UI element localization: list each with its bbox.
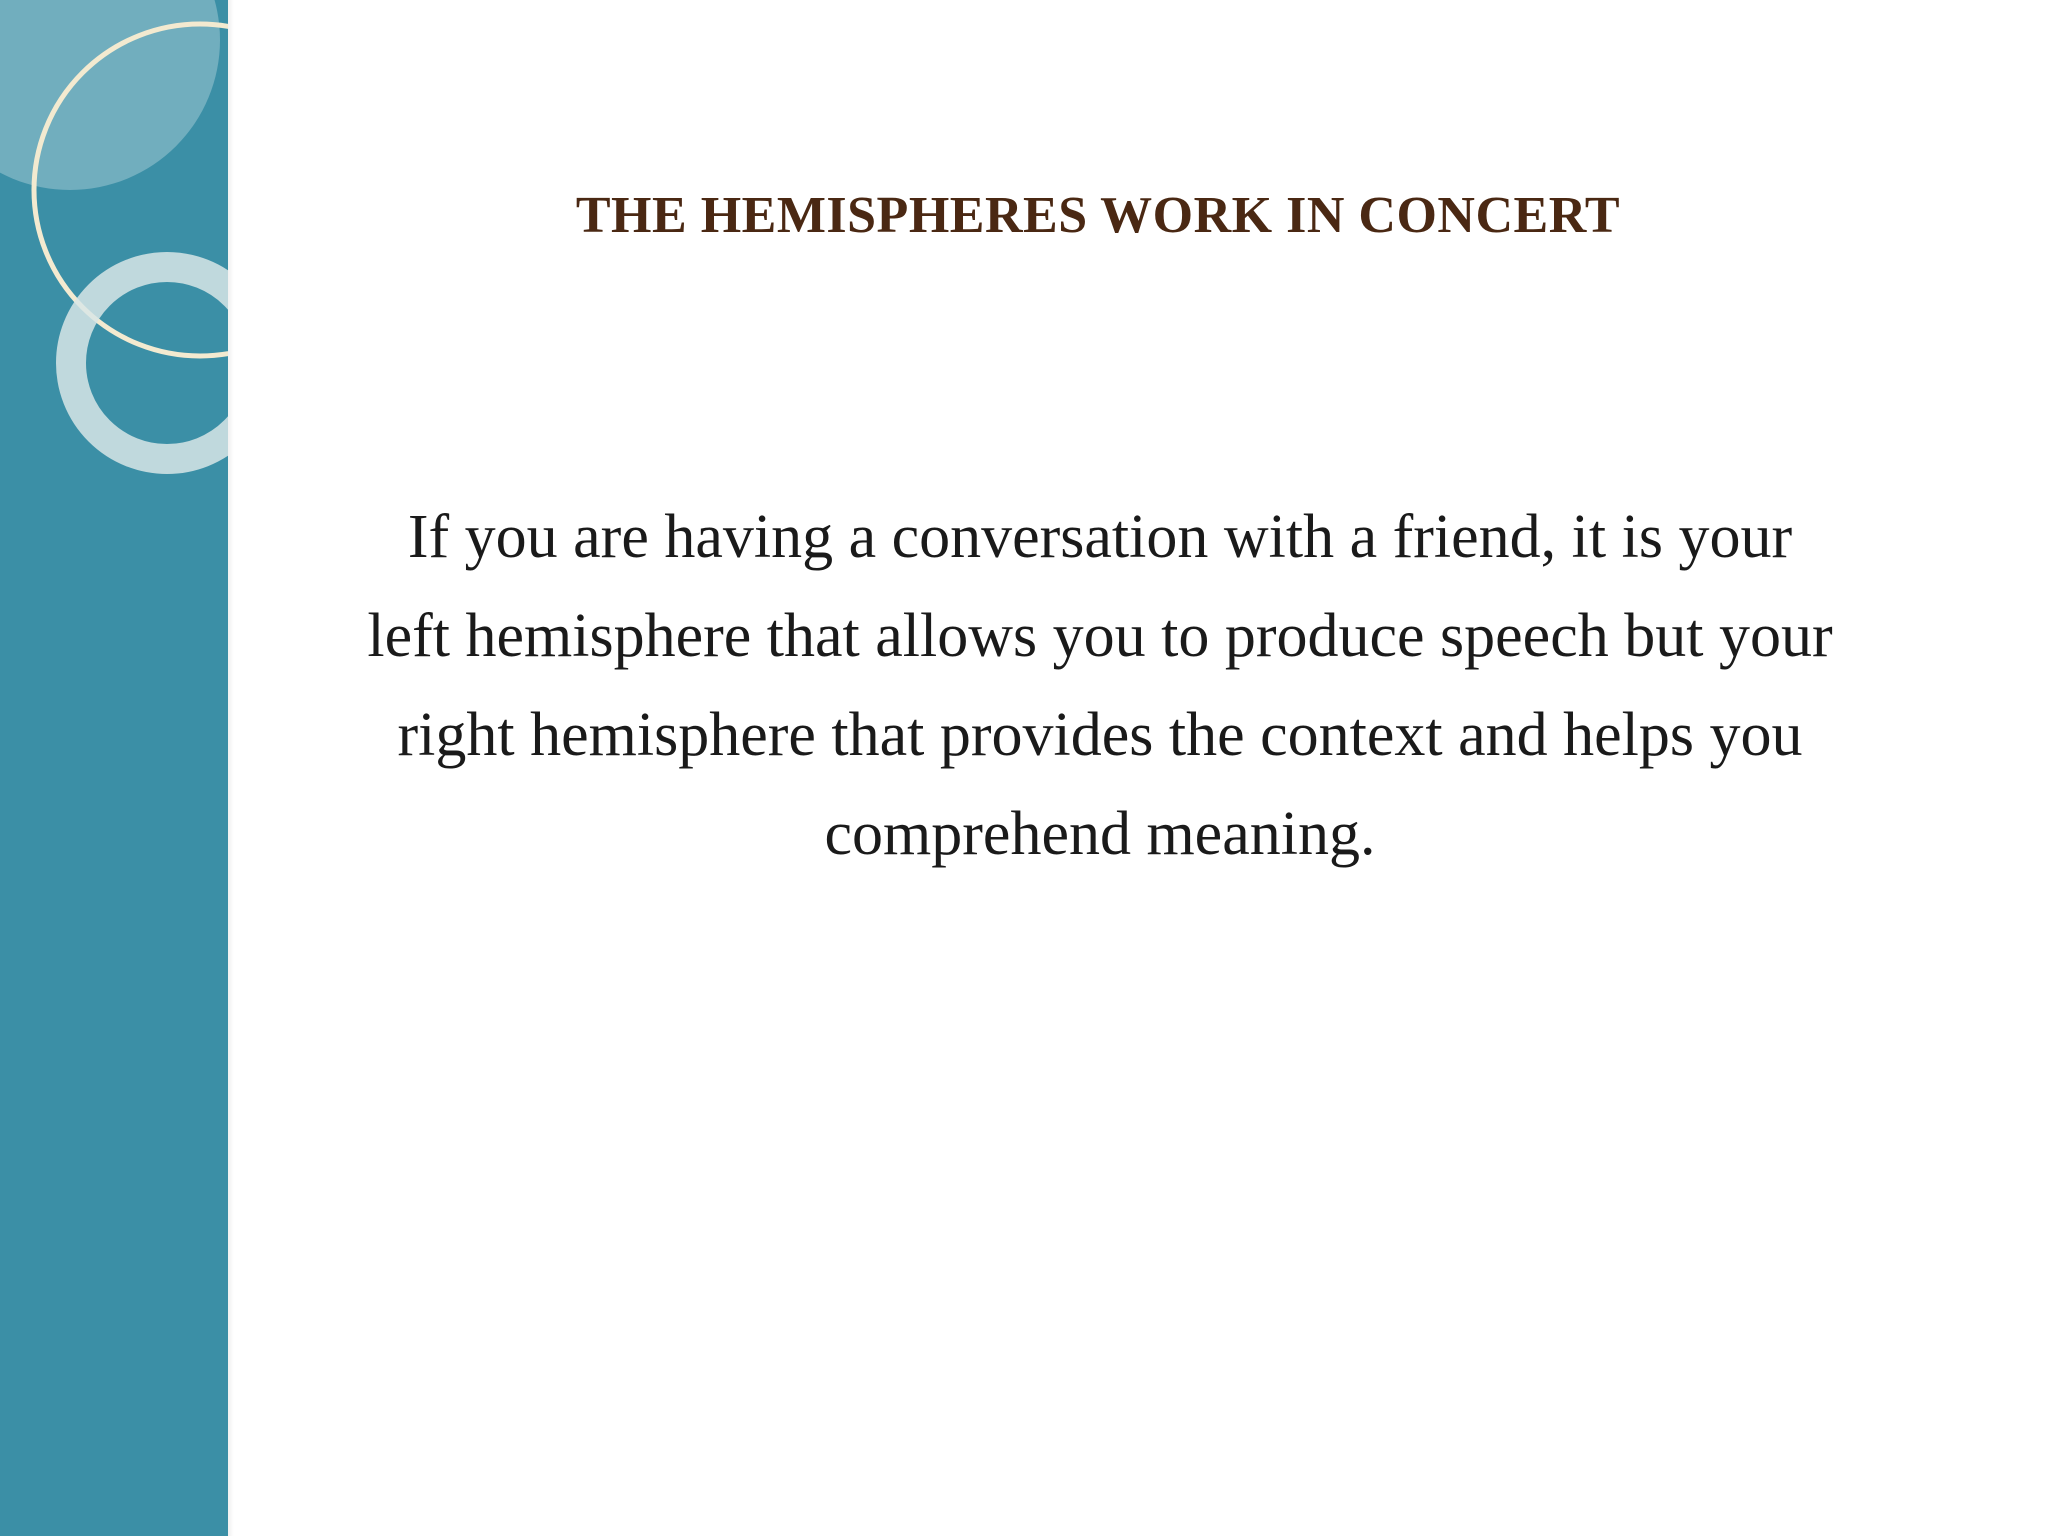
- decorative-circles: [0, 0, 228, 520]
- body-line: comprehend meaning.: [824, 800, 1376, 868]
- slide-body: [260, 488, 1940, 884]
- sidebar-band: [0, 0, 228, 1536]
- body-line: left hemisphere that allows you to produce speech but your: [367, 602, 1833, 670]
- body-line: right hemisphere that provides the context and helps you: [397, 701, 1803, 769]
- slide-title: THE HEMISPHERES WORK IN CONCERT: [575, 187, 1621, 244]
- body-line: If you are having a conversation with a friend, it is your: [407, 503, 1793, 571]
